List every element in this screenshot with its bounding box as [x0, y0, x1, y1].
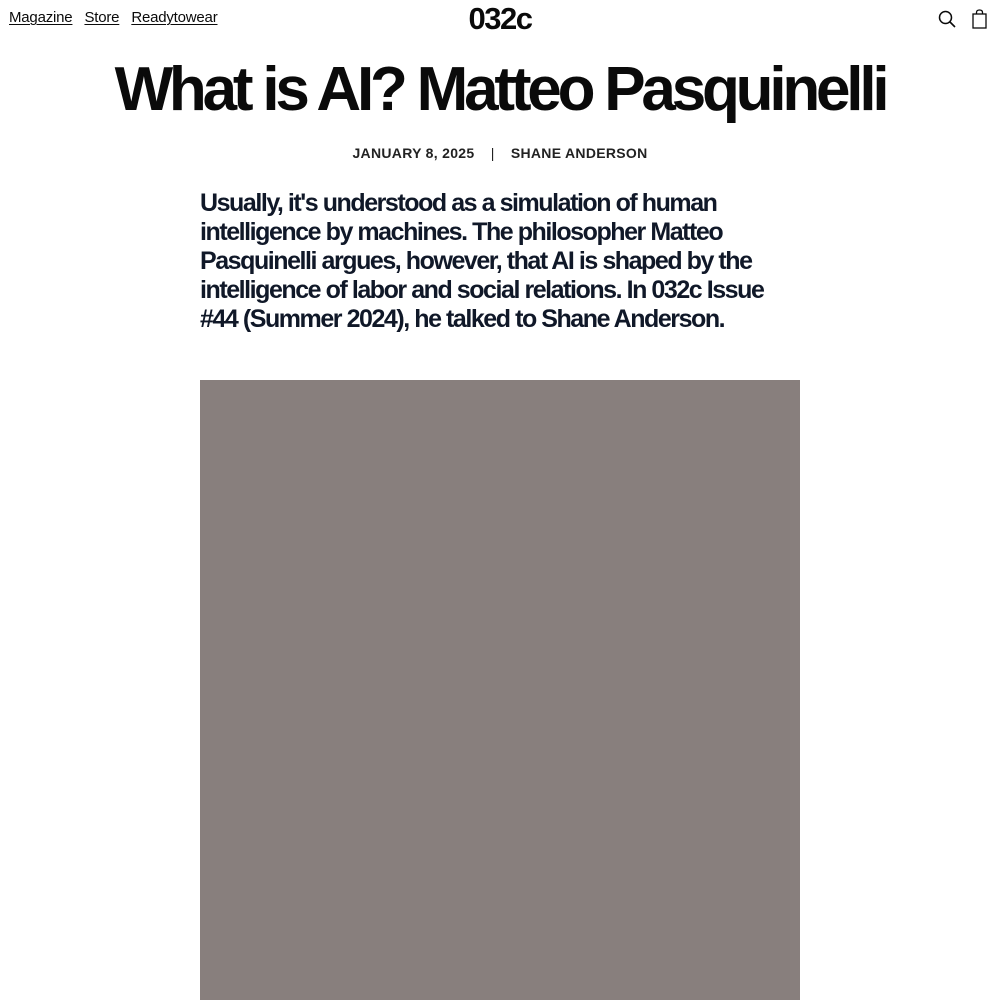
article-meta [0, 145, 1000, 161]
nav-link-magazine[interactable]: Magazine [9, 9, 73, 26]
site-header [0, 0, 1000, 38]
article-title: What is AI? Matteo Pasquinelli [114, 55, 886, 124]
hero-image [200, 380, 800, 1000]
search-icon[interactable] [938, 9, 956, 29]
nav-link-readytowear[interactable]: Readytowear [131, 9, 218, 26]
shopping-bag-icon[interactable] [970, 9, 988, 29]
site-logo[interactable]: 032c [468, 1, 532, 36]
meta-separator: | [490, 145, 495, 161]
article-lede: Usually, it's understood as a simulation of human intelligence by machines. The philosopher Matteo Pasquinelli argues, however, that AI is shaped by the intelligence of labor and social relations. In 032c Issue #44 (Summer 2024), he talked to Shane Anderson. [200, 189, 764, 333]
article-date: JANUARY 8, 2025 [352, 145, 475, 161]
nav-link-store[interactable]: Store [84, 9, 120, 26]
article-author[interactable]: SHANE ANDERSON [510, 145, 648, 161]
header-icons [938, 9, 988, 29]
